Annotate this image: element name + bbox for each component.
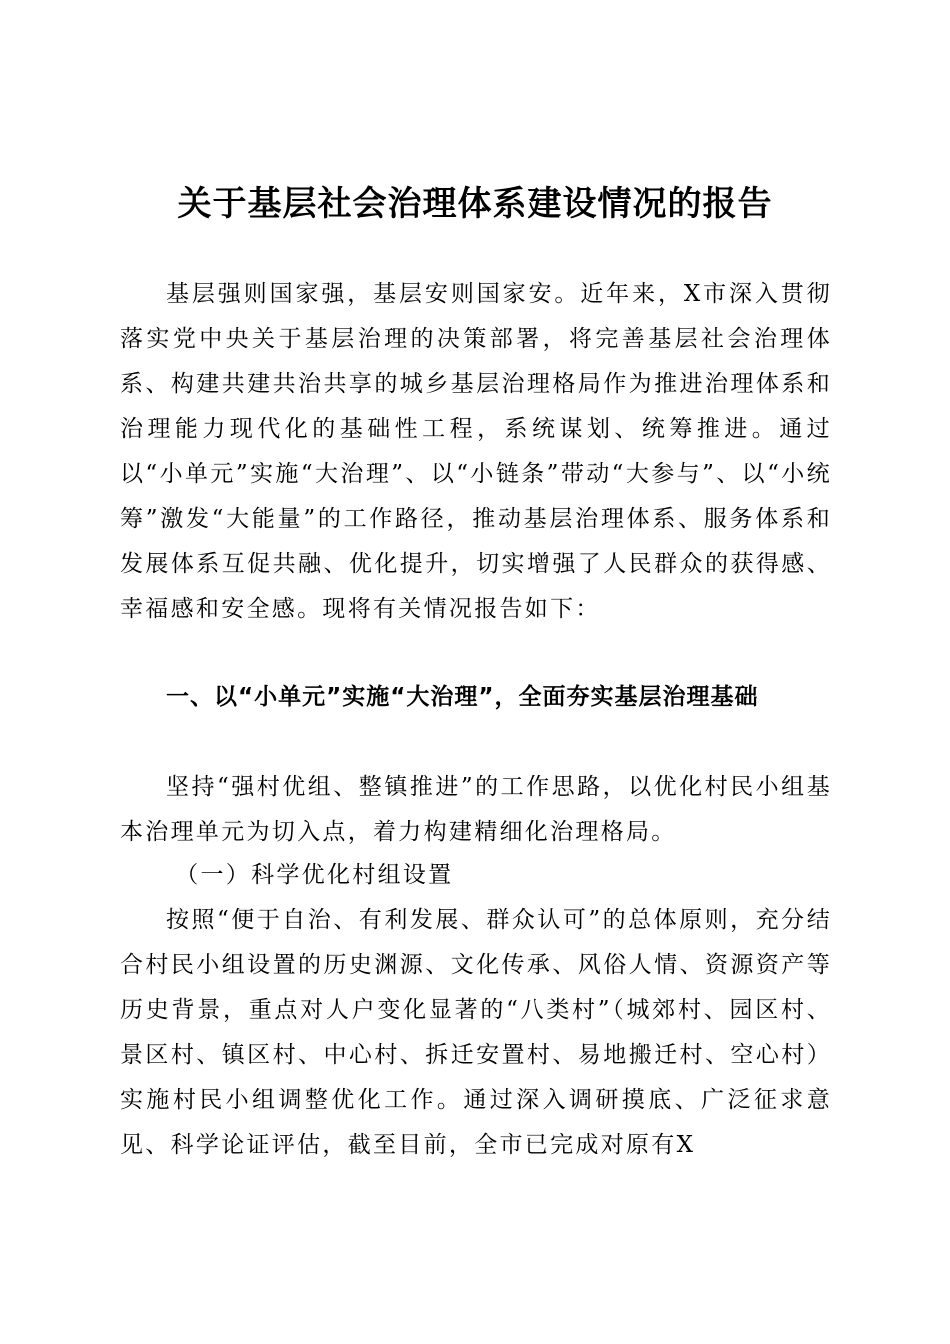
subsection-1 <box>120 853 832 898</box>
subsection-1-heading: （一）科学优化村组设置 <box>175 862 454 888</box>
document-title: 关于基层社会治理体系建设情况的报告 <box>177 184 773 224</box>
document-body <box>120 272 832 632</box>
subsection-1-body <box>120 898 832 1168</box>
section-1-heading: 一、以“小单元”实施“大治理”，全面夯实基层治理基础 <box>166 684 759 710</box>
subsection-1-paragraph: 按照“便于自治、有利发展、群众认可”的总体原则，充分结合村民小组设置的历史渊源、文化传承、风俗人情、资源资产等历史背景，重点对人户变化显著的“八类村”（城郊村、园区村、景区村、镇区村、中心村、拆迁安置村、易地搬迁村、空心村）实施村民小组调整优化工作。通过深入调研摸底、广泛征求意见、科学论证评估，截至目前，全市已完成对原有X <box>120 907 832 1158</box>
section-1 <box>120 675 832 720</box>
intro-paragraph: 基层强则国家强，基层安则国家安。近年来，X市深入贯彻落实党中央关于基层治理的决策部署，将完善基层社会治理体系、构建共建共治共享的城乡基层治理格局作为推进治理体系和治理能力现代化的基础性工程，系统谋划、统筹推进。通过以“小单元”实施“大治理”、以“小链条”带动“大参与”、以“小统筹”激发“大能量”的工作路径，推动基层治理体系、服务体系和发展体系互促共融、优化提升，切实增强了人民群众的获得感、幸福感和安全感。现将有关情况报告如下： <box>120 281 832 622</box>
section-1-paragraph: 坚持“强村优组、整镇推进”的工作思路，以优化村民小组基本治理单元为切入点，着力构建精细化治理格局。 <box>120 774 832 845</box>
section-1-body <box>120 765 832 855</box>
